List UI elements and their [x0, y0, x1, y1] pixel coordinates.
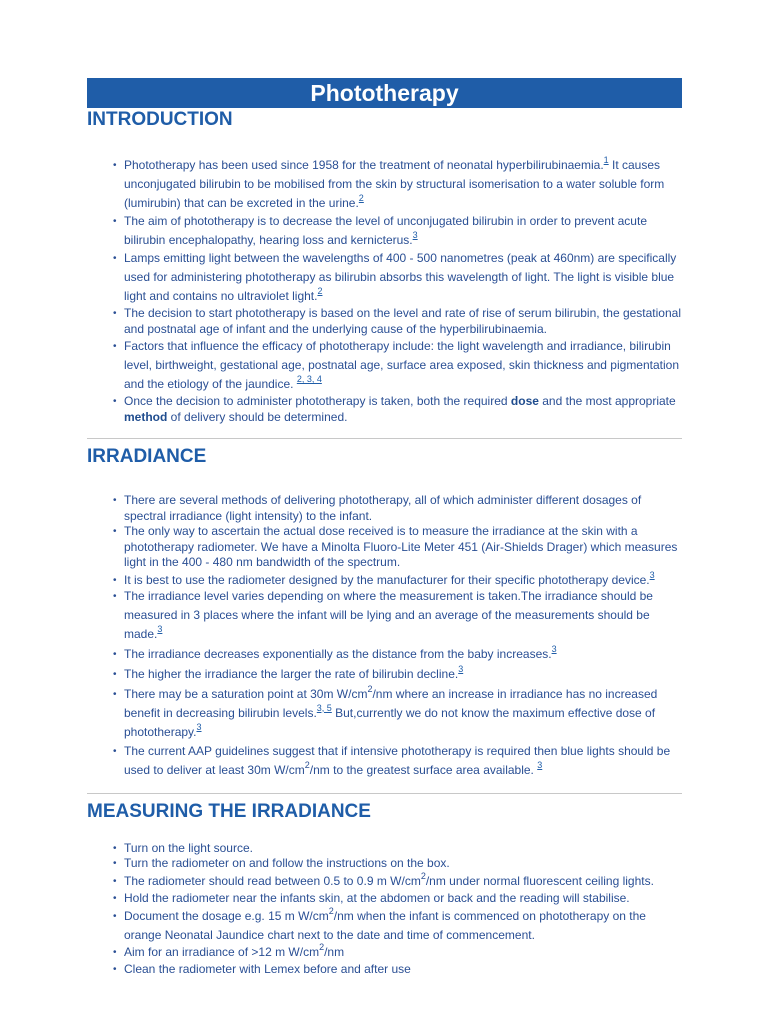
section-divider [87, 438, 682, 439]
item-text: The decision to start phototherapy is based on the level and rate of rise of serum bilirubin, the gestational and postnatal age of infant and the underlying cause of the hyperbilirubinaemia. [124, 306, 681, 336]
item-text: The irradiance decreases exponentially as the distance from the baby increases. [124, 646, 552, 661]
superscript: 2 [367, 683, 373, 694]
list-item [124, 249, 682, 306]
list-item [124, 493, 682, 524]
document-page [87, 78, 682, 978]
list-item [124, 645, 682, 664]
item-text: /nm under normal fluorescent ceiling lights. [425, 873, 654, 888]
item-text: There may be a saturation point at 30m W/cm [124, 686, 368, 701]
list-item [124, 337, 682, 394]
list-item [124, 212, 682, 250]
item-text: Document the dosage e.g. 15 m W/cm [124, 909, 329, 923]
reference-link[interactable]: 3 [537, 759, 543, 770]
item-text: Hold the radiometer near the infants skin, at the abdomen or back and the reading will stabilise. [124, 890, 630, 905]
superscript: 2 [328, 906, 334, 916]
list-item [124, 587, 682, 644]
reference-link[interactable]: 2, 3, 4 [296, 374, 322, 384]
item-text: The higher the irradiance the larger the rate of bilirubin decline. [124, 666, 459, 681]
item-text: and the most appropriate [538, 394, 676, 408]
item-text: Aim for an irradiance of >12 m W/cm [124, 945, 320, 959]
bold-term: method [124, 409, 168, 424]
reference-link[interactable]: 3 [157, 623, 163, 634]
item-text: Lamps emitting light between the wavelengths of 400 - 500 nanometres (peak at 460nm) are specifically used for administering phototherapy as bilirubin absorbs this wavelength of light. The light is visible blue light and contains no ultraviolet light. [124, 251, 677, 303]
item-text: Turn the radiometer on and follow the instructions on the box. [124, 856, 450, 870]
item-text: Factors that influence the efficacy of phototherapy include: the light wavelength and irradiance, bilirubin level, birthweight, gestational age, postnatal age, surface area exposed, skin thickness and pigmentation and the etiology of the jaundice. [124, 339, 680, 391]
reference-link[interactable]: 3 [551, 643, 557, 654]
section-heading-irradiance: IRRADIANCE [87, 446, 207, 467]
measuring-list [87, 841, 682, 978]
item-text: But,currently we do not know the maximum effective dose of phototherapy. [124, 705, 656, 739]
superscript: 2 [319, 942, 325, 952]
item-text: of delivery should be determined. [167, 409, 348, 424]
item-text: Clean the radiometer with Lemex before and after use [124, 962, 411, 976]
list-item [124, 841, 682, 857]
item-text: /nm to the greatest surface area available. [309, 762, 538, 777]
reference-link[interactable]: 2 [317, 286, 323, 296]
item-text: /nm where an increase in irradiance has no increased benefit in decreasing bilirubin levels. [124, 686, 658, 720]
item-text: Phototherapy has been used since 1958 for the treatment of neonatal hyperbilirubinaemia. [124, 158, 604, 172]
list-item [124, 907, 682, 945]
item-text: The only way to ascertain the actual dose received is to measure the irradiance at the skin with a phototherapy radiometer. We have a Minolta Fluoro-Lite Meter 451 (Air-Shields Drager) which measures light in the 400 - 480 nm bandwidth of the spectrum. [124, 524, 678, 569]
reference-link[interactable]: 3, 5 [316, 702, 332, 713]
item-text: It is best to use the radiometer designed by the manufacturer for their specific phototherapy device. [124, 572, 650, 587]
page-title: Phototherapy [87, 78, 682, 108]
reference-link[interactable]: 1 [603, 155, 609, 165]
list-item [124, 943, 682, 962]
item-text: /nm when the infant is commenced on phototherapy on the orange Neonatal Jaundice chart next to the date and time of commencement. [124, 909, 646, 942]
reference-link[interactable]: 3 [412, 230, 418, 240]
list-item [124, 156, 682, 213]
item-text: It causes unconjugated bilirubin to be mobilised from the skin by structural isomerisation to a water soluble form (lumirubin) that can be excreted in the urine. [124, 158, 665, 210]
bold-term: dose [510, 394, 539, 408]
item-text: The irradiance level varies depending on where the measurement is taken.The irradiance should be measured in 3 places where the infant will be lying and an average of the measurements should be made. [124, 588, 653, 641]
reference-link[interactable]: 3 [196, 721, 202, 732]
list-item [124, 524, 682, 571]
item-text: /nm [324, 945, 345, 959]
item-text: The current AAP guidelines suggest that if intensive phototherapy is required then blue lights should be used to deliver at least 30m W/cm [124, 743, 671, 777]
irradiance-list [87, 493, 682, 780]
reference-link[interactable]: 3 [458, 663, 464, 674]
reference-link[interactable]: 3 [649, 569, 655, 580]
superscript: 2 [304, 759, 310, 770]
list-item [124, 962, 682, 978]
item-text: The aim of phototherapy is to decrease the level of unconjugated bilirubin in order to prevent acute bilirubin encephalopathy, hearing loss and kernicterus. [124, 214, 647, 247]
item-text: Turn on the light source. [124, 840, 253, 855]
list-item [124, 685, 682, 742]
reference-link[interactable]: 2 [358, 193, 364, 203]
superscript: 2 [420, 870, 426, 881]
list-item [124, 665, 682, 684]
section-divider [87, 793, 682, 794]
list-item [124, 394, 682, 425]
list-item [124, 872, 682, 891]
list-item [124, 306, 682, 337]
section-heading-measuring: MEASURING THE IRRADIANCE [87, 800, 371, 822]
list-item [124, 856, 682, 872]
list-item [124, 891, 682, 907]
item-text: The radiometer should read between 0.5 to 0.9 m W/cm [124, 873, 421, 888]
item-text: Once the decision to administer phototherapy is taken, both the required [124, 394, 511, 408]
section-heading-introduction: INTRODUCTION [87, 109, 233, 130]
item-text: There are several methods of delivering phototherapy, all of which administer different dosages of spectral irradiance (light intensity) to the infant. [124, 493, 642, 523]
list-item [124, 742, 682, 780]
introduction-list [87, 156, 682, 425]
